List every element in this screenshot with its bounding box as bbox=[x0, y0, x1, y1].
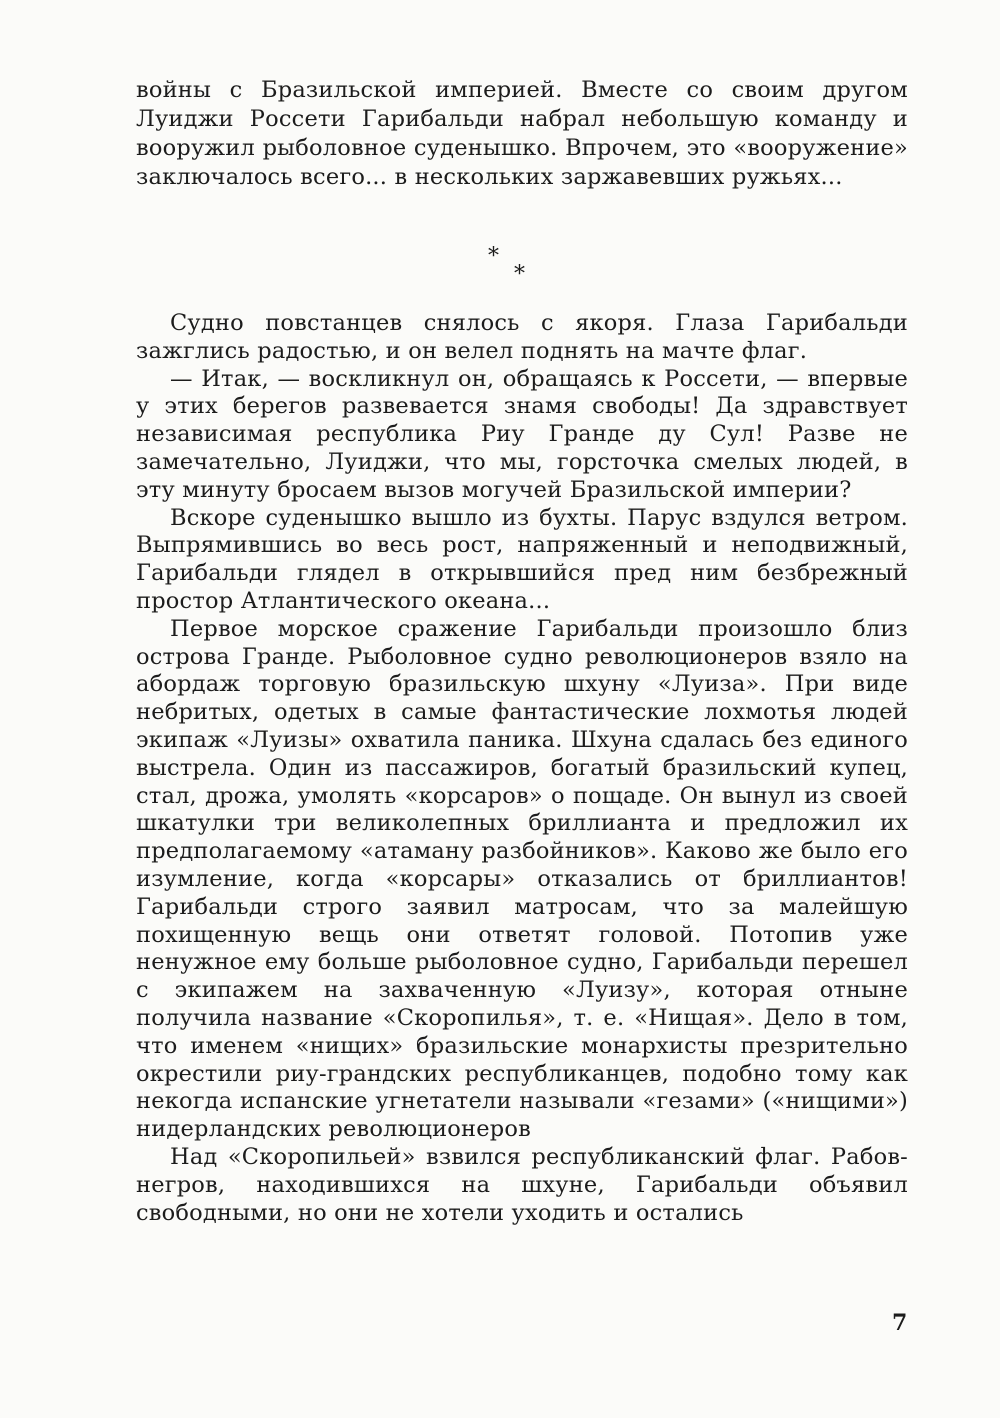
asterisk-icon: * bbox=[488, 244, 499, 269]
text-block-main bbox=[136, 310, 908, 1227]
asterisk-icon: * bbox=[514, 262, 525, 287]
text-block-top bbox=[136, 76, 908, 192]
paragraph: — Итак, — воскликнул он, обращаясь к Россети, — впервые у этих берегов развевается знамя свободы! Да здравствует независимая республика Риу Гранде ду Сул! Разве не замечательно, Луиджи, что мы, горсточка смелых людей, в эту минуту бросаем вызов могучей Бразильской империи? bbox=[136, 365, 908, 503]
paragraph: Первое морское сражение Гарибальди произошло близ острова Гранде. Рыболовное судно революционеров взяло на абордаж торговую бразильскую шхуну «Луиза». При виде небритых, одетых в самые фантастические лохмотья людей экипаж «Луизы» охватила паника. Шхуна сдалась без единого выстрела. Один из пассажиров, богатый бразильский купец, стал, дрожа, умолять «корсаров» о пощаде. Он вынул из своей шкатулки три великолепных бриллианта и предложил их предполагаемому «атаману разбойников». Каково же было его изумление, когда «корсары» отказались от бриллиантов! Гарибальди строго заявил матросам, что за малейшую похищенную вещь они ответят головой. Потопив уже ненужное ему больше рыболовное судно, Гарибальди перешел с экипажем на захваченную «Луизу», которая отныне получила название «Скоропилья», т. е. «Нищая». Дело в том, что именем «нищих» бразильские монархисты презрительно окрестили риу-грандских республиканцев, подобно тому как некогда испанские угнетатели называли «гезами» («нищими») нидерландских революционеров bbox=[136, 615, 908, 1143]
paragraph-continued: войны с Бразильской империей. Вместе со своим другом Луиджи Россети Гарибальди набрал небольшую команду и вооружил рыболовное суденышко. Впрочем, это «вооружение» заключалось всего... в нескольких заржавевших ружьях... bbox=[136, 77, 908, 190]
page-number: 7 bbox=[892, 1310, 908, 1336]
paragraph: Над «Скоропильей» взвился республиканский флаг. Рабов-негров, находившихся на шхуне, Гарибальди объявил свободными, но они не хотели уходить и остались bbox=[136, 1143, 908, 1226]
paragraph: Судно повстанцев снялось с якоря. Глаза Гарибальди зажглись радостью, и он велел поднять на мачте флаг. bbox=[136, 310, 908, 364]
paragraph: Вскоре суденышко вышло из бухты. Парус вздулся ветром. Выпрямившись во весь рост, напряженный и неподвижный, Гарибальди глядел в открывшийся пред ним безбрежный простор Атлантического океана... bbox=[136, 504, 908, 614]
